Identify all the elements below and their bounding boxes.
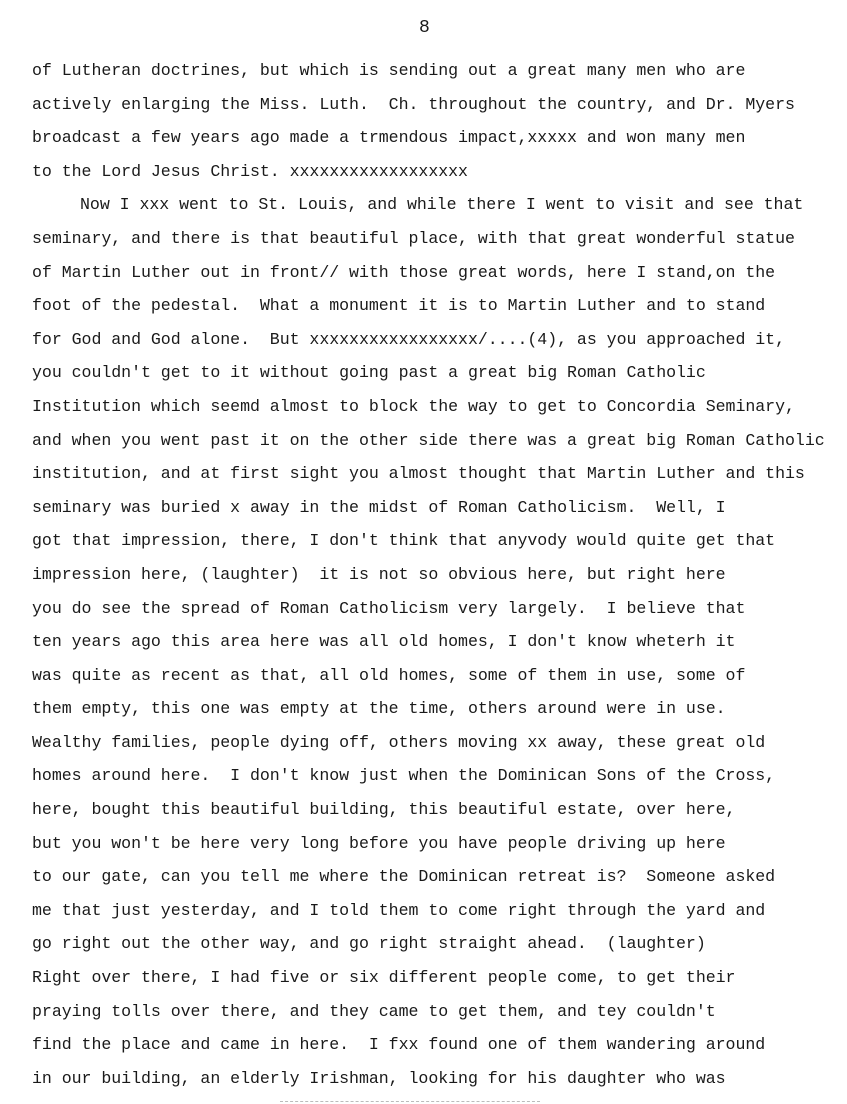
- text-line: and when you went past it on the other side there was a great big Roman Catholic: [32, 430, 825, 450]
- text-line: Institution which seemd almost to block the way to get to Concordia Seminary,: [32, 396, 795, 416]
- text-line: got that impression, there, I don't think that anyvody would quite get that: [32, 531, 776, 551]
- text-line: homes around here. I don't know just when the Dominican Sons of the Cross,: [32, 766, 776, 786]
- typewritten-body: [32, 54, 847, 1095]
- text-line: seminary, and there is that beautiful place, with that great wonderful statue: [32, 228, 795, 248]
- text-line: was quite as recent as that, all old homes, some of them in use, some of: [32, 665, 746, 685]
- text-line: here, bought this beautiful building, this beautiful estate, over here,: [32, 800, 736, 820]
- text-line: in our building, an elderly Irishman, looking for his daughter who was: [32, 1068, 726, 1088]
- text-line: Right over there, I had five or six different people come, to get their: [32, 968, 736, 988]
- text-line: impression here, (laughter) it is not so obvious here, but right here: [32, 564, 726, 584]
- text-line: of Lutheran doctrines, but which is sending out a great many men who are: [32, 61, 746, 80]
- text-line: to our gate, can you tell me where the Dominican retreat is? Someone asked: [32, 867, 776, 887]
- text-line: go right out the other way, and go right straight ahead. (laughter): [32, 934, 706, 954]
- text-line: me that just yesterday, and I told them to come right through the yard and: [32, 900, 766, 920]
- text-line: seminary was buried x away in the midst of Roman Catholicism. Well, I: [32, 497, 726, 517]
- page-edge-mark: [280, 1101, 540, 1102]
- text-line: to the Lord Jesus Christ. xxxxxxxxxxxxxxxxxx: [32, 161, 468, 181]
- text-line: foot of the pedestal. What a monument it is to Martin Luther and to stand: [32, 296, 766, 316]
- page-number: 8: [419, 18, 430, 38]
- text-line: them empty, this one was empty at the time, others around were in use.: [32, 699, 726, 719]
- text-line: for God and God alone. But xxxxxxxxxxxxxxxxx/....(4), as you approached it,: [32, 329, 785, 349]
- text-line: you couldn't get to it without going past a great big Roman Catholic: [32, 363, 706, 383]
- text-line: broadcast a few years ago made a trmendous impact,xxxxx and won many men: [32, 128, 746, 148]
- text-line: find the place and came in here. I fxx found one of them wandering around: [32, 1035, 766, 1055]
- text-line: you do see the spread of Roman Catholicism very largely. I believe that: [32, 598, 746, 618]
- text-line: institution, and at first sight you almost thought that Martin Luther and this: [32, 464, 805, 484]
- text-line: Now I xxx went to St. Louis, and while there I went to visit and see that: [80, 195, 804, 215]
- text-line: of Martin Luther out in front// with those great words, here I stand,on the: [32, 262, 776, 282]
- text-line: praying tolls over there, and they came to get them, and tey couldn't: [32, 1001, 716, 1021]
- text-line: Wealthy families, people dying off, others moving xx away, these great old: [32, 732, 766, 752]
- text-line: but you won't be here very long before you have people driving up here: [32, 833, 726, 853]
- text-line: ten years ago this area here was all old homes, I don't know wheterh it: [32, 632, 736, 652]
- text-line: actively enlarging the Miss. Luth. Ch. throughout the country, and Dr. Myers: [32, 94, 795, 114]
